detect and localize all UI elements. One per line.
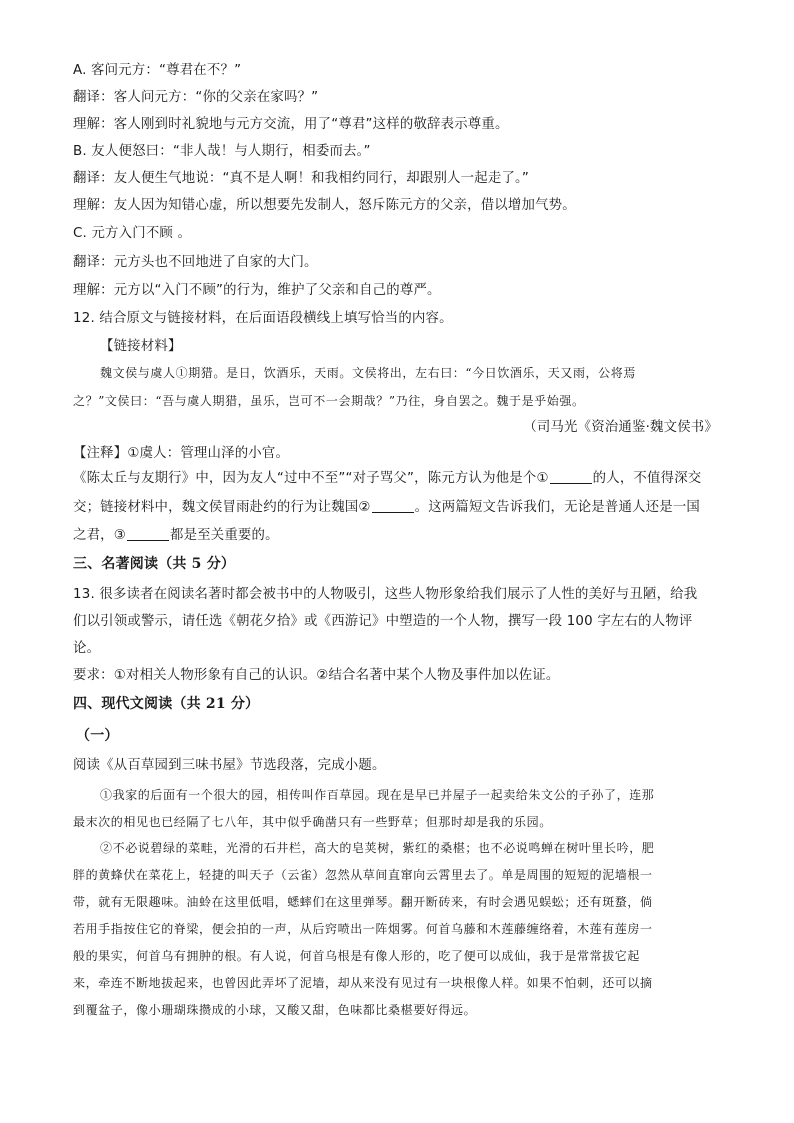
section-3-heading: 三、名著阅读（共 5 分） bbox=[73, 556, 236, 572]
link-material-heading: 【链接材料】 bbox=[100, 339, 182, 354]
question-12: 12. 结合原文与链接材料，在后面语段横线上填写恰当的内容。 bbox=[73, 311, 453, 326]
answer-blank-2[interactable] bbox=[372, 498, 414, 513]
fill-blank-text: 都是至关重要的。 bbox=[169, 528, 279, 543]
fill-blank-text: 《陈太丘与友期行》中，因为友人“过中不至”“对子骂父”，陈元方认为他是个① bbox=[73, 471, 549, 486]
option-b-translation: 翻译：友人便生气地说：“真不是人啊！和我相约同行，却跟别人一起走了。” bbox=[73, 171, 530, 186]
option-b-quote: B. 友人便怒曰：“非人哉！与人期行，相委而去。” bbox=[73, 144, 371, 159]
source-citation: （司马光《资治通鉴·魏文侯书》 bbox=[523, 420, 718, 435]
passage-p2-line-5: 般的果实，何首乌有拥肿的根。有人说，何首乌根是有像人形的，吃了便可以成仙，我于是常常拔它起 bbox=[73, 949, 641, 963]
answer-blank-1[interactable] bbox=[550, 469, 592, 484]
passage-p2-line-7: 到覆盆子，像小珊瑚珠攒成的小球，又酸又甜，色味都比桑椹要好得远。 bbox=[73, 1003, 477, 1017]
link-material-line-1: 魏文侯与虞人①期猎。是日，饮酒乐，天雨。文侯将出，左右曰：“今日饮酒乐，天又雨，公将焉 bbox=[100, 366, 636, 380]
option-b-understanding: 理解：友人因为知错心虚，所以想要先发制人，怒斥陈元方的父亲，借以增加气势。 bbox=[73, 198, 576, 213]
option-a-quote: A. 客问元方：“尊君在不？” bbox=[73, 63, 242, 78]
option-c-understanding: 理解：元方以“入门不顾”的行为，维护了父亲和自己的尊严。 bbox=[73, 283, 441, 298]
option-a-understanding: 理解：客人刚到时礼貌地与元方交流，用了“尊君”这样的敬辞表示尊重。 bbox=[73, 117, 509, 132]
question-13-requirements: 要求：①对相关人物形象有自己的认识。②结合名著中某个人物及事件加以佐证。 bbox=[73, 668, 560, 683]
question-13-line-3: 论。 bbox=[73, 641, 101, 656]
fill-blank-text: 的人，不值得深交 bbox=[592, 471, 702, 486]
reading-instruction: 阅读《从百草园到三味书屋》节选段落，完成小题。 bbox=[73, 758, 386, 773]
annotation: 【注释】①虞人：管理山泽的小官。 bbox=[73, 446, 290, 461]
option-c-translation: 翻译：元方头也不回地进了自家的大门。 bbox=[73, 255, 318, 270]
subsection-heading: （一） bbox=[76, 728, 119, 744]
fill-blank-line-1 bbox=[73, 469, 701, 489]
question-13-line-1: 13. 很多读者在阅读名著时都会被书中的人物吸引，这些人物形象给我们展示了人性的美好与丑陋，给我 bbox=[73, 587, 698, 602]
fill-blank-text: 之君，③ bbox=[73, 528, 126, 543]
answer-blank-3[interactable] bbox=[127, 526, 169, 541]
option-a-translation: 翻译：客人问元方：“你的父亲在家吗？” bbox=[73, 90, 319, 105]
passage-p1-line-2: 最末次的相见也已经隔了七八年，其中似乎确凿只有一些野草；但那时却是我的乐园。 bbox=[73, 815, 552, 829]
passage-p2-line-1: ②不必说碧绿的菜畦，光滑的石井栏，高大的皂荚树，紫红的桑椹；也不必说鸣蝉在树叶里长吟，肥 bbox=[100, 841, 655, 855]
passage-p2-line-3: 带，就有无限趣味。油蛉在这里低唱，蟋蟀们在这里弹琴。翻开断砖来，有时会遇见蜈蚣；还有斑蝥，倘 bbox=[73, 895, 653, 909]
fill-blank-line-3 bbox=[73, 526, 279, 546]
link-material-line-2: 之？”文侯曰：“吾与虞人期猎，虽乐，岂可不一会期哉？”乃往，身自罢之。魏于是乎始强。 bbox=[73, 394, 585, 408]
passage-p2-line-6: 来，牵连不断地拔起来，也曾因此弄坏了泥墙，却从来没有见过有一块根像人样。如果不怕刺，还可以摘 bbox=[73, 976, 653, 990]
fill-blank-line-2 bbox=[73, 498, 700, 518]
passage-p2-line-4: 若用手指按住它的脊梁，便会拍的一声，从后窍喷出一阵烟雾。何首乌藤和木莲藤缠络着，木莲有莲房一 bbox=[73, 922, 653, 936]
question-13-line-2: 们以引领或警示，请任选《朝花夕拾》或《西游记》中塑造的一个人物，撰写一段 100 字左右的人物评 bbox=[73, 614, 693, 629]
passage-p2-line-2: 胖的黄蜂伏在菜花上，轻捷的叫天子（云雀）忽然从草间直窜向云霄里去了。单是周围的短短的泥墙根一 bbox=[73, 868, 653, 882]
fill-blank-text: 。这两篇短文告诉我们，无论是普通人还是一国 bbox=[414, 500, 701, 515]
option-c-quote: C. 元方入门不顾 。 bbox=[73, 226, 192, 241]
passage-p1-line-1: ①我家的后面有一个很大的园，相传叫作百草园。现在是早已并屋子一起卖给朱文公的子孙了，连那 bbox=[100, 788, 655, 802]
section-4-heading: 四、现代文阅读（共 21 分） bbox=[73, 696, 260, 712]
fill-blank-text: 交；链接材料中，魏文侯冒雨赴约的行为让魏国② bbox=[73, 500, 371, 515]
